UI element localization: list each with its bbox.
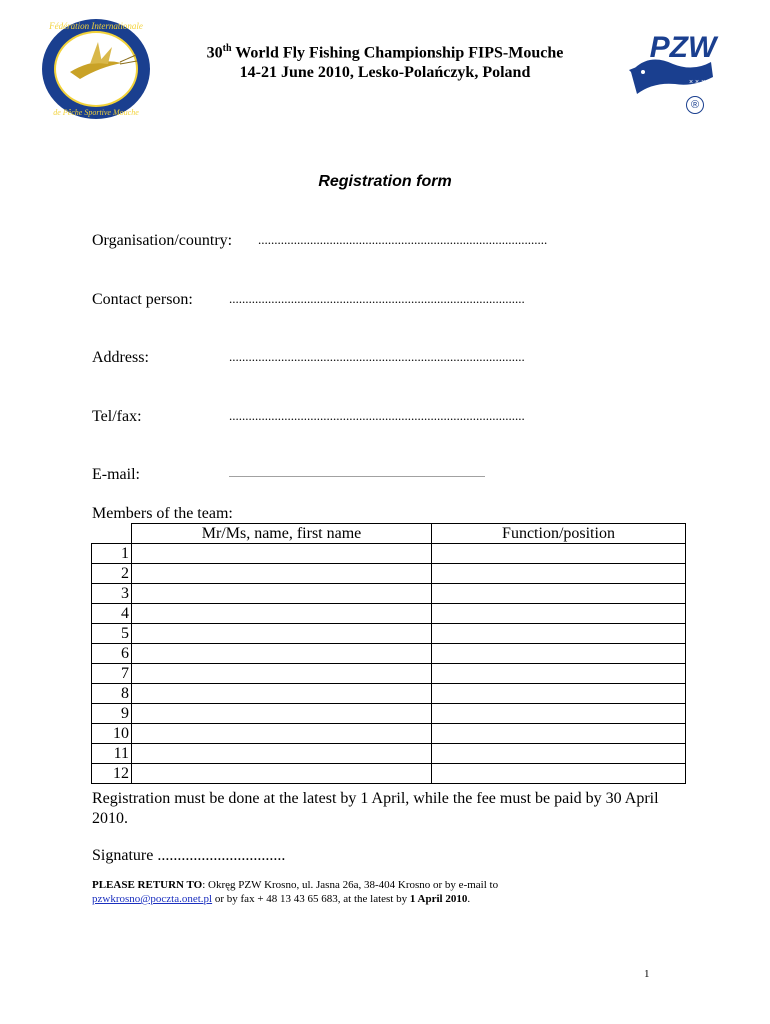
table-row <box>92 544 686 564</box>
row-index: 3 <box>92 584 132 604</box>
row-index: 2 <box>92 564 132 584</box>
table-row <box>92 684 686 704</box>
table-row <box>92 604 686 624</box>
name-cell[interactable] <box>132 604 432 624</box>
name-cell[interactable] <box>132 704 432 724</box>
header-title: 30th World Fly Fishing Championship FIPS-Mouche <box>206 43 564 62</box>
name-column-header: Mr/Ms, name, first name <box>132 524 432 544</box>
team-table <box>91 523 686 784</box>
function-column-header: Function/position <box>432 524 686 544</box>
function-cell[interactable] <box>432 564 686 584</box>
row-index: 1 <box>92 544 132 564</box>
organisation-label: Organisation/country: <box>92 232 233 249</box>
name-cell[interactable] <box>132 564 432 584</box>
table-row <box>92 704 686 724</box>
function-cell[interactable] <box>432 664 686 684</box>
svg-text:× × × × × ×: × × × × × × <box>689 79 723 86</box>
table-row <box>92 584 686 604</box>
fips-logo <box>40 17 152 121</box>
members-label: Members of the team: <box>92 505 233 522</box>
svg-text:PZW: PZW <box>649 31 717 64</box>
row-index: 9 <box>92 704 132 724</box>
function-cell[interactable] <box>432 644 686 664</box>
address-label: Address: <box>92 349 149 366</box>
name-cell[interactable] <box>132 764 432 784</box>
table-row <box>92 664 686 684</box>
svg-text:Fédération Internationale: Fédération Internationale <box>49 21 143 31</box>
telfax-label: Tel/fax: <box>92 408 142 425</box>
name-cell[interactable] <box>132 544 432 564</box>
email-label: E-mail: <box>92 466 140 483</box>
table-row <box>92 764 686 784</box>
function-cell[interactable] <box>432 744 686 764</box>
function-cell[interactable] <box>432 724 686 744</box>
row-index: 11 <box>92 744 132 764</box>
table-row <box>92 564 686 584</box>
function-cell[interactable] <box>432 704 686 724</box>
function-cell[interactable] <box>432 604 686 624</box>
row-index: 10 <box>92 724 132 744</box>
row-index: 7 <box>92 664 132 684</box>
function-cell[interactable] <box>432 764 686 784</box>
name-cell[interactable] <box>132 624 432 644</box>
index-header <box>92 524 132 544</box>
contact-person-label: Contact person: <box>92 291 193 308</box>
name-cell[interactable] <box>132 584 432 604</box>
function-cell[interactable] <box>432 684 686 704</box>
svg-text:de Pêche Sportive Mouche: de Pêche Sportive Mouche <box>53 108 139 117</box>
contact-person-field[interactable]: ........................................................................................... <box>229 291 525 306</box>
deadline-text: Registration must be done at the latest by 1 April, while the fee must be paid by 30 April 2010. <box>92 790 659 827</box>
form-title: Registration form <box>318 173 452 190</box>
email-field[interactable]: ................................................................................................................................ <box>229 470 485 479</box>
function-cell[interactable] <box>432 624 686 644</box>
telfax-field[interactable]: ........................................................................................... <box>229 408 525 423</box>
pzw-logo <box>623 22 723 118</box>
table-row <box>92 624 686 644</box>
function-cell[interactable] <box>432 544 686 564</box>
header-subtitle: 14-21 June 2010, Lesko-Polańczyk, Poland <box>239 64 531 81</box>
row-index: 12 <box>92 764 132 784</box>
return-note: PLEASE RETURN TO: Okręg PZW Krosno, ul. Jasna 26a, 38-404 Krosno or by e-mail to pzwkrosno@poczta.onet.pl or by fax + 48 13 43 65 683, at the latest by 1 April 2010. <box>92 879 499 905</box>
row-index: 4 <box>92 604 132 624</box>
page-number: 1 <box>644 968 650 980</box>
table-row <box>92 724 686 744</box>
function-cell[interactable] <box>432 584 686 604</box>
table-row <box>92 644 686 664</box>
address-field[interactable]: ........................................................................................... <box>229 349 525 364</box>
row-index: 8 <box>92 684 132 704</box>
organisation-field[interactable]: ......................................................................................... <box>258 232 548 247</box>
email-link[interactable]: pzwkrosno@poczta.onet.pl <box>92 893 213 905</box>
signature-line[interactable]: Signature ................................ <box>92 847 286 864</box>
name-cell[interactable] <box>132 744 432 764</box>
name-cell[interactable] <box>132 664 432 684</box>
registered-mark: ® <box>686 96 704 114</box>
row-index: 6 <box>92 644 132 664</box>
name-cell[interactable] <box>132 724 432 744</box>
row-index: 5 <box>92 624 132 644</box>
name-cell[interactable] <box>132 684 432 704</box>
table-row <box>92 744 686 764</box>
name-cell[interactable] <box>132 644 432 664</box>
